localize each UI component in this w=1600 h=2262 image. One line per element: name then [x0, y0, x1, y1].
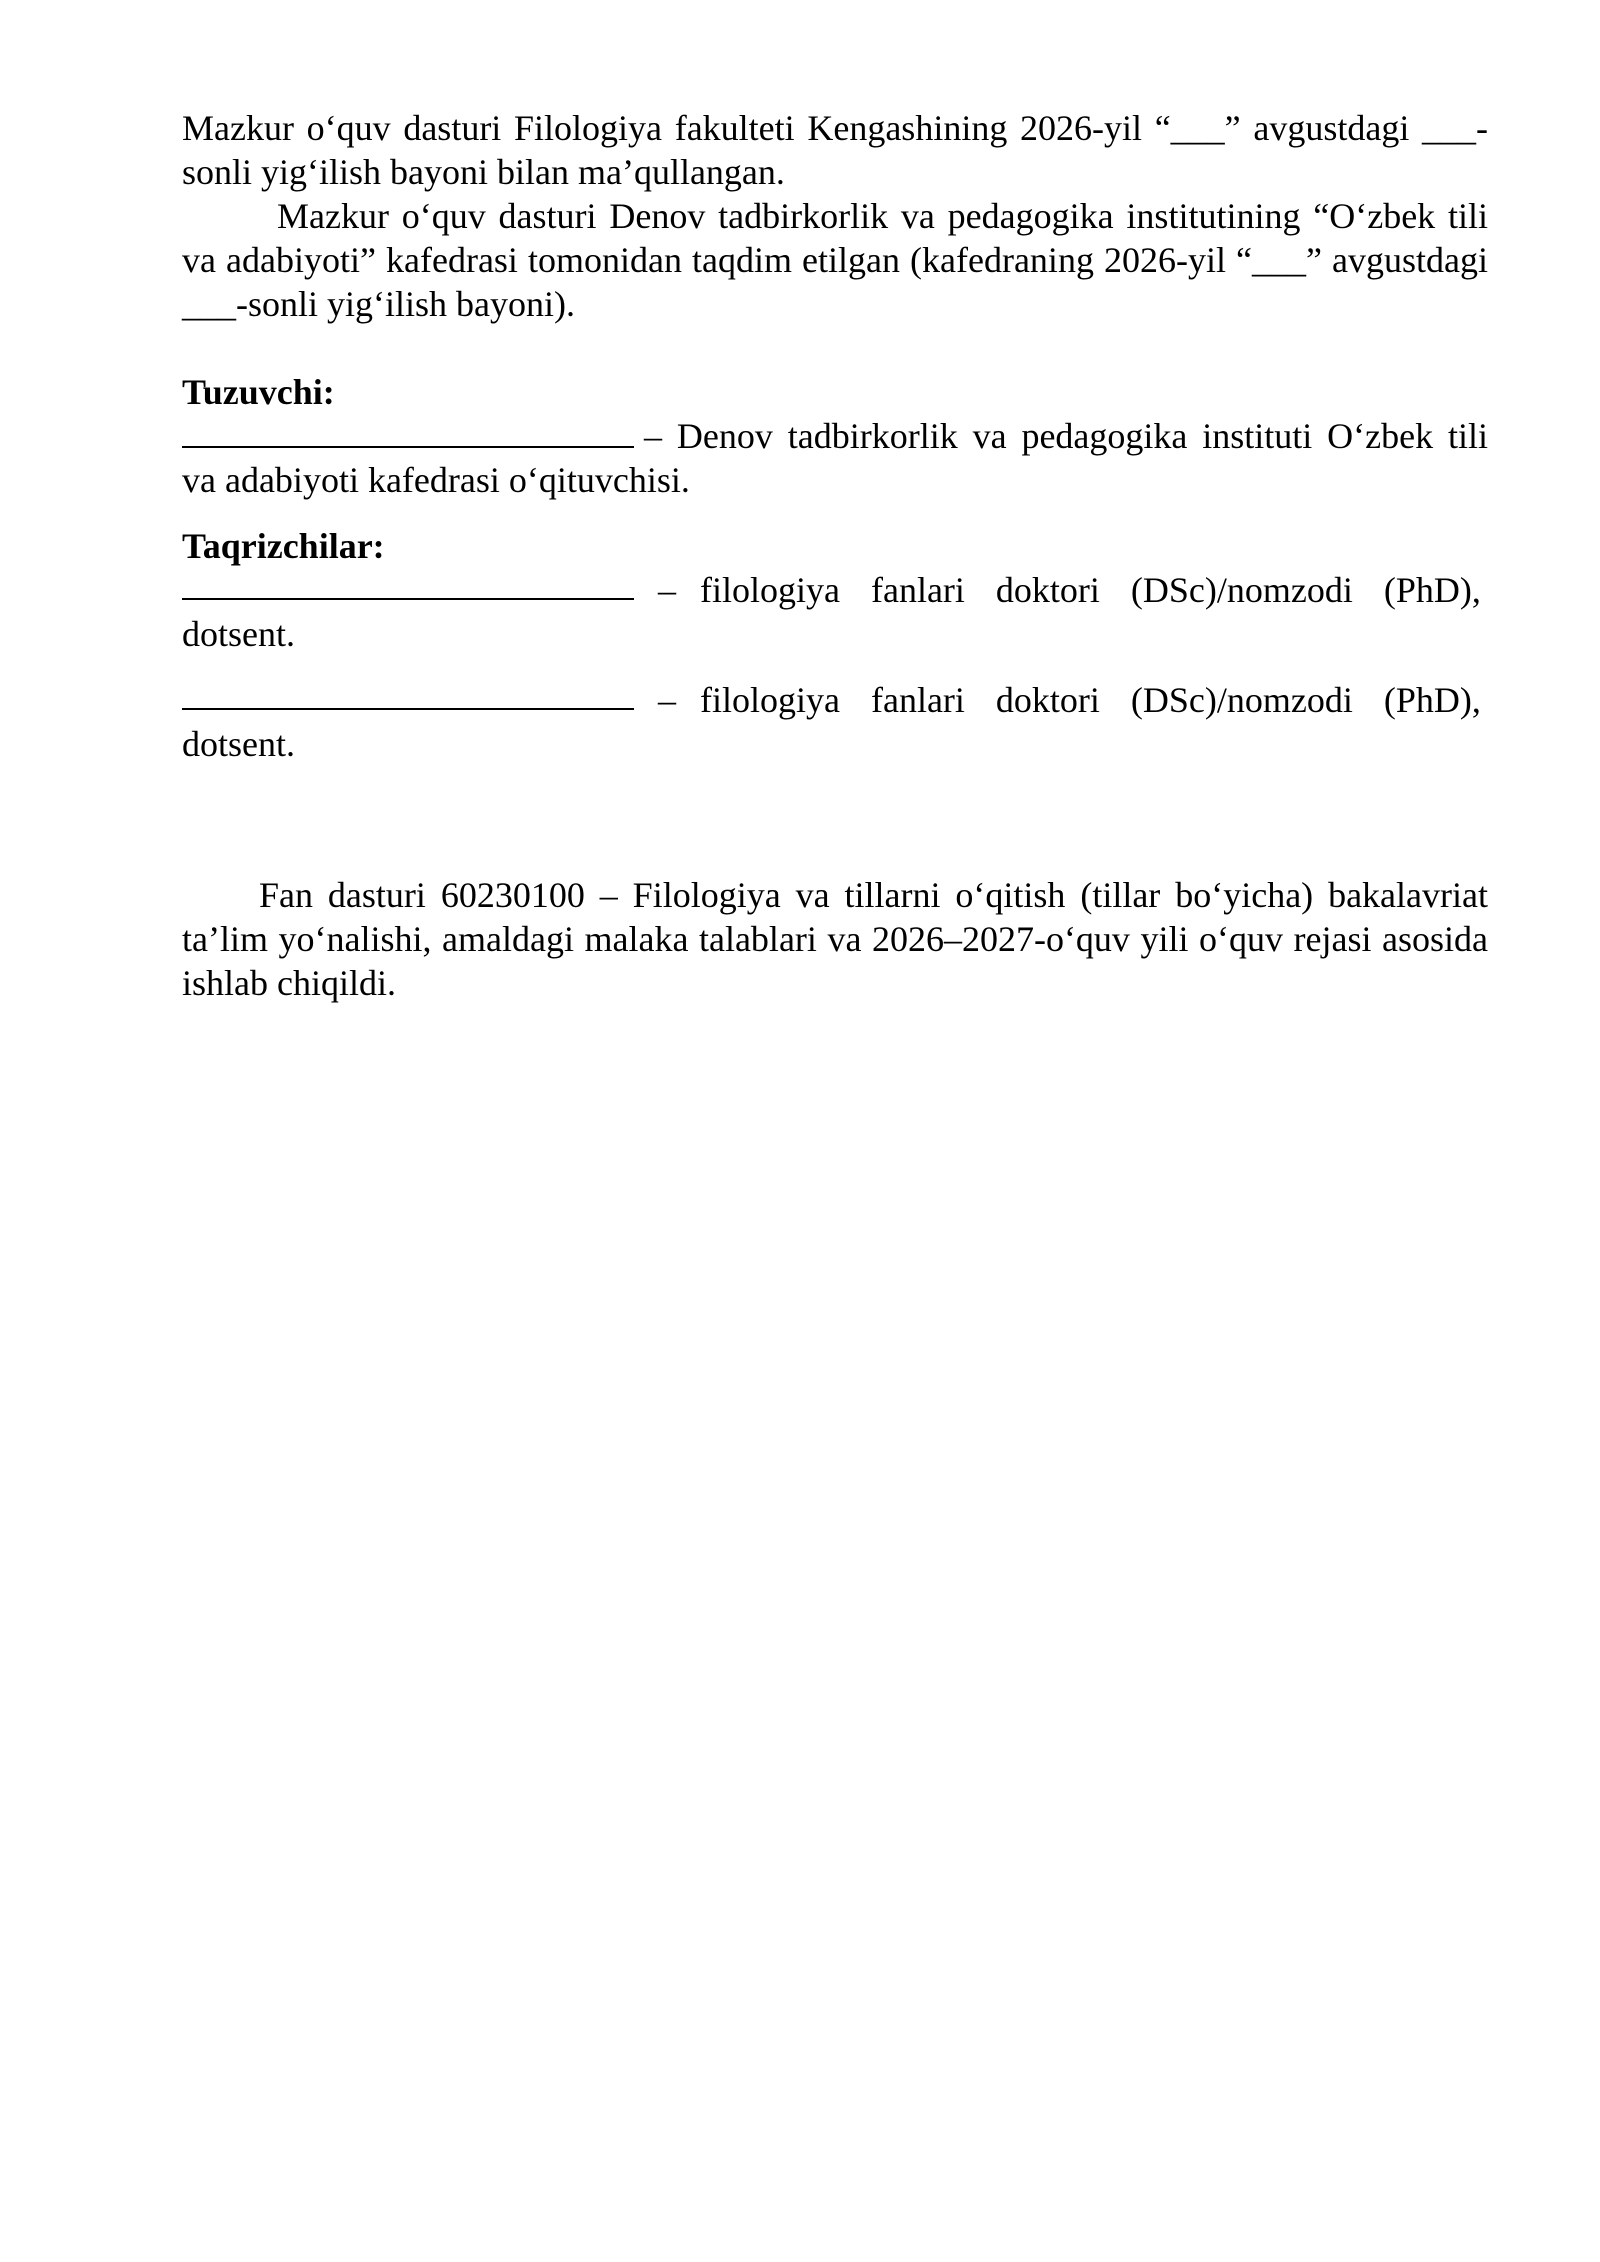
reviewer-line [182, 568, 1488, 612]
reviewer-title-line [658, 678, 1488, 722]
reviewer-line [182, 678, 1488, 722]
spacer [182, 766, 1488, 873]
author-signature-blank [182, 416, 634, 448]
reviewer-entry [182, 678, 1488, 766]
reviewer-title: filologiya fanlari doktori (DSc)/nomzodi (PhD), [700, 680, 1481, 720]
author-heading: Tuzuvchi: [182, 372, 335, 412]
reviewer-rank: dotsent. [182, 614, 295, 654]
author-description: – Denov tadbirkorlik va pedagogika instituti O‘zbek tili va adabiyoti kafedrasi o‘qituvchisi. [182, 416, 1488, 500]
reviewers-heading: Taqrizchilar: [182, 526, 385, 566]
spacer [182, 656, 1488, 678]
reviewer-signature-blank [182, 678, 634, 710]
department-approval-paragraph: Mazkur o‘quv dasturi Denov tadbirkorlik va pedagogika institutining “O‘zbek tili va adabiyoti” kafedrasi tomonidan taqdim etilgan (kafedraning 2026-yil “___” avgustdagi ___-sonli yig‘ilish bayoni). [182, 196, 1488, 324]
reviewer-title: filologiya fanlari doktori (DSc)/nomzodi (PhD), [700, 570, 1481, 610]
council-approval-paragraph: Mazkur o‘quv dasturi Filologiya fakulteti Kengashining 2026-yil “___” avgustdagi ___-sonli yig‘ilish bayoni bilan ma’qullangan. [182, 108, 1488, 192]
reviewer-dash: – [658, 570, 676, 610]
author-paragraph [182, 414, 1488, 502]
reviewer-title-line [658, 568, 1488, 612]
document-page [182, 106, 1488, 1005]
basis-paragraph: Fan dasturi 60230100 – Filologiya va tillarni o‘qitish (tillar bo‘yicha) bakalavriat ta’lim yo‘nalishi, amaldagi malaka talablari va 2026–2027-o‘quv yili o‘quv rejasi asosida ishlab chiqildi. [182, 875, 1488, 1003]
reviewer-dash: – [658, 680, 676, 720]
reviewer-signature-blank [182, 568, 634, 600]
reviewer-rank: dotsent. [182, 724, 295, 764]
reviewer-entry [182, 568, 1488, 656]
spacer [182, 502, 1488, 524]
spacer [182, 326, 1488, 370]
